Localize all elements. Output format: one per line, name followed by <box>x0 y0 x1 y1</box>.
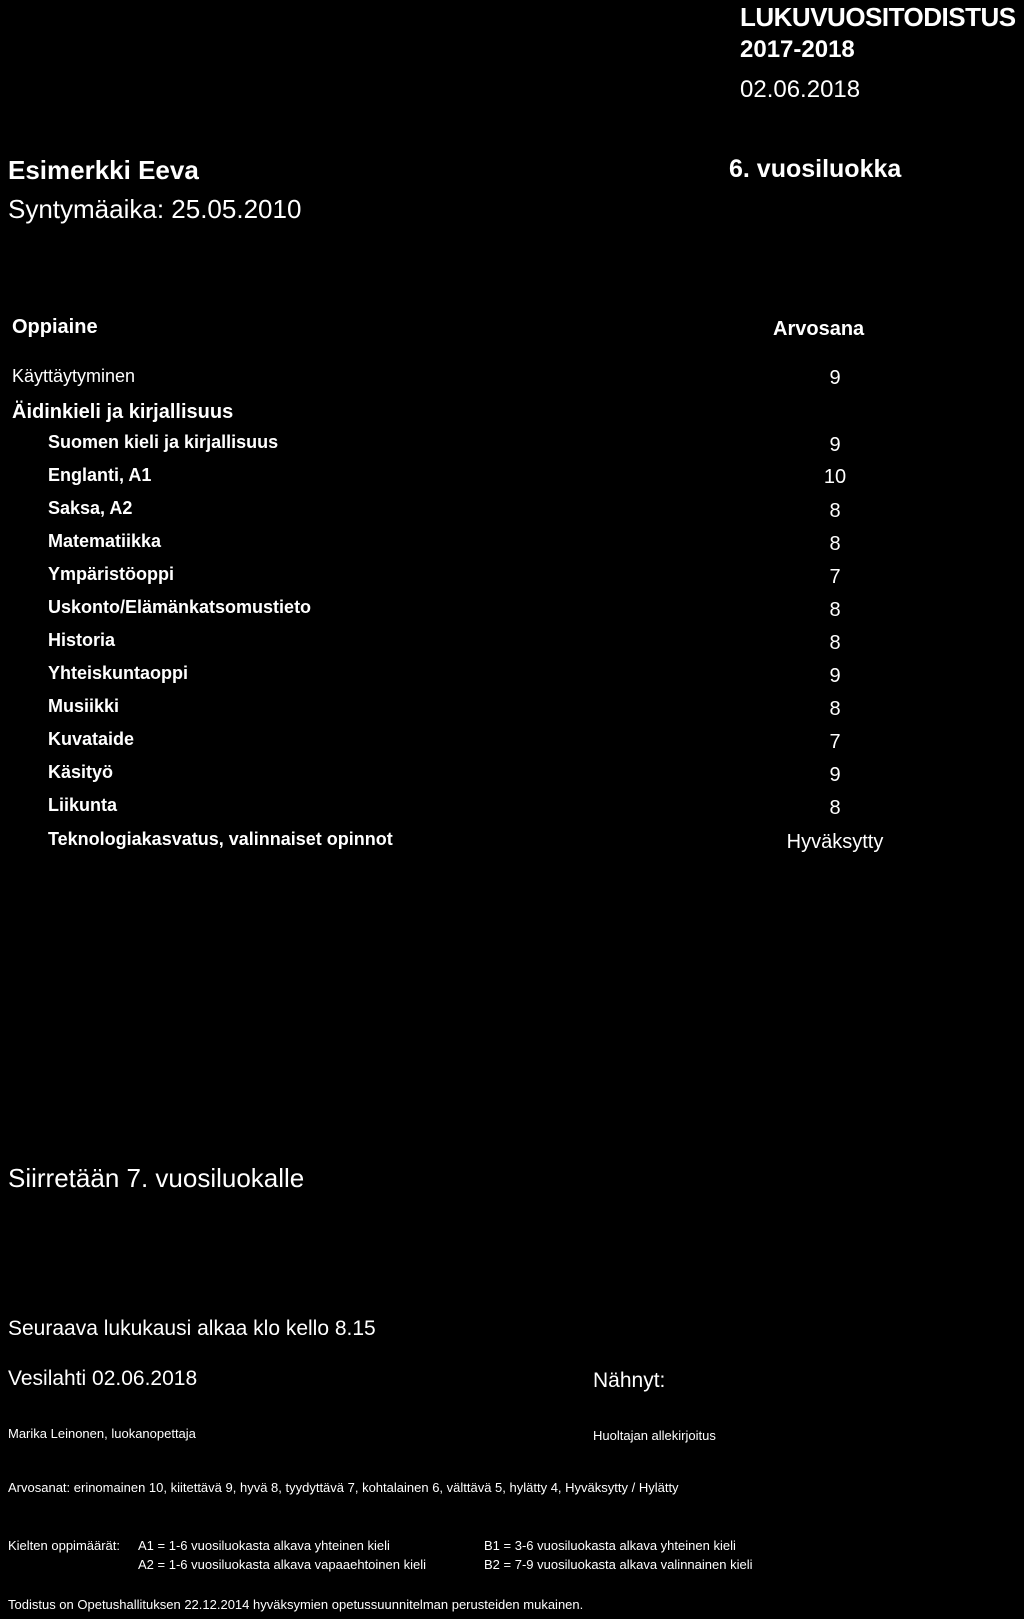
subject-name: Historia <box>48 630 116 650</box>
subject-name: Saksa, A2 <box>48 498 133 518</box>
language-b2: B2 = 7-9 vuosiluokasta alkava valinnainen kieli <box>484 1557 753 1572</box>
student-name: Esimerkki Eeva <box>8 155 199 185</box>
grading-scale: Arvosanat: erinomainen 10, kiitettävä 9, hyvä 8, tyydyttävä 7, kohtalainen 6, välttävä 5, hylätty 4, Hyväksytty / Hylätty <box>8 1480 679 1495</box>
subject-name: Musiikki <box>48 696 120 716</box>
place-and-date: Vesilahti 02.06.2018 <box>8 1367 198 1390</box>
seen-label: Nähnyt: <box>593 1369 666 1392</box>
subject-name: Kuvataide <box>48 729 135 749</box>
subject-name: Yhteiskuntaoppi <box>48 663 189 683</box>
subject-grade: 9 <box>829 367 841 389</box>
subject-name: Käyttäytyminen <box>12 366 136 386</box>
subject-grade: 8 <box>829 533 841 555</box>
language-a1: A1 = 1-6 vuosiluokasta alkava yhteinen kieli <box>138 1538 390 1553</box>
transfer-note: Siirretään 7. vuosiluokalle <box>8 1163 305 1193</box>
subject-grade: 9 <box>829 764 841 786</box>
subject-name: Liikunta <box>48 795 118 815</box>
subject-column-header: Oppiaine <box>12 316 98 338</box>
language-b1: B1 = 3-6 vuosiluokasta alkava yhteinen kieli <box>484 1538 736 1553</box>
languages-label: Kielten oppimäärät: <box>8 1538 121 1553</box>
subject-grade: 7 <box>829 731 841 753</box>
issue-date: 02.06.2018 <box>740 76 861 103</box>
language-a2: A2 = 1-6 vuosiluokasta alkava vapaaehtoinen kieli <box>138 1557 426 1572</box>
subject-name: Käsityö <box>48 762 114 782</box>
subject-grade: 8 <box>829 500 841 522</box>
subject-name: Ympäristöoppi <box>48 564 175 584</box>
subject-grade: 8 <box>829 599 841 621</box>
certificate-title: LUKUVUOSITODISTUS <box>740 2 1016 32</box>
school-year: 2017-2018 <box>740 36 855 63</box>
subject-name: Suomen kieli ja kirjallisuus <box>48 432 279 452</box>
footer-note: Todistus on Opetushallituksen 22.12.2014 hyväksymien opetussuunnitelman perusteiden mukainen. <box>8 1597 584 1612</box>
grade-level: 6. vuosiluokka <box>729 155 902 183</box>
subject-grade: 9 <box>829 434 841 456</box>
subject-name: Teknologiakasvatus, valinnaiset opinnot <box>48 829 393 849</box>
subject-grade: 9 <box>829 665 841 687</box>
grade-column-header: Arvosana <box>773 318 865 340</box>
subject-name: Matematiikka <box>48 531 162 551</box>
subject-grade: Hyväksytty <box>786 831 884 853</box>
birth-date: Syntymäaika: 25.05.2010 <box>8 194 302 224</box>
subject-grade: 10 <box>823 466 847 488</box>
subject-grade: 8 <box>829 632 841 654</box>
teacher-signature: Marika Leinonen, luokanopettaja <box>8 1426 196 1441</box>
next-term-note: Seuraava lukukausi alkaa klo kello 8.15 <box>8 1317 376 1340</box>
subject-name: Englanti, A1 <box>48 465 152 485</box>
subject-group-name: Äidinkieli ja kirjallisuus <box>12 401 234 423</box>
subject-grade: 8 <box>829 797 841 819</box>
subject-grade: 8 <box>829 698 841 720</box>
subject-name: Uskonto/Elämänkatsomustieto <box>48 597 312 617</box>
subject-grade: 7 <box>829 566 841 588</box>
guardian-signature: Huoltajan allekirjoitus <box>593 1428 716 1443</box>
